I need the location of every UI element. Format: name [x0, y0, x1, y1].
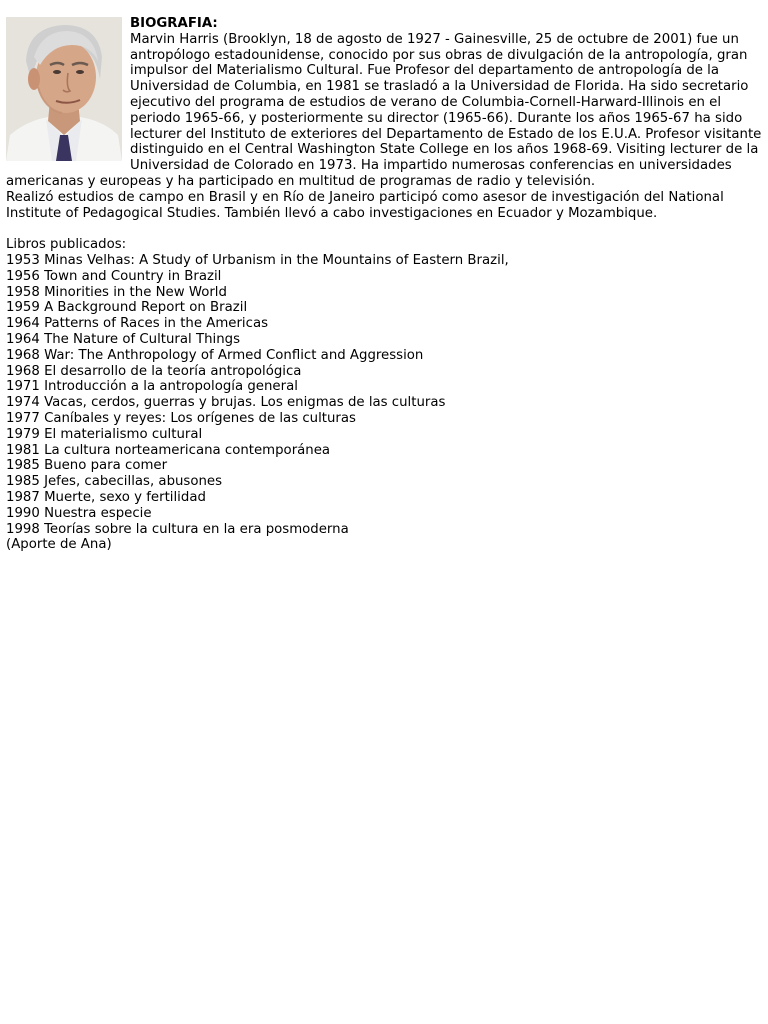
book-item: 1985 Bueno para comer: [6, 458, 168, 474]
contribution-credit: (Aporte de Ana): [6, 537, 112, 553]
document: [6, 16, 766, 553]
book-item: 1958 Minorities in the New World: [6, 284, 227, 300]
book-item: 1964 Patterns of Races in the Americas: [6, 316, 269, 332]
author-portrait: [6, 17, 122, 161]
book-item: 1987 Muerte, sexo y fertilidad: [6, 489, 206, 505]
published-books-title: Libros publicados:: [6, 237, 127, 253]
book-item: 1971 Introducción a la antropología general: [6, 379, 298, 395]
book-item: 1981 La cultura norteamericana contemporánea: [6, 442, 331, 458]
published-books-section: [6, 237, 766, 553]
biography-heading: BIOGRAFIA:: [130, 16, 218, 31]
book-item: 1977 Caníbales y reyes: Los orígenes de las culturas: [6, 410, 356, 426]
book-item: 1964 The Nature of Cultural Things: [6, 331, 241, 347]
book-item: 1953 Minas Velhas: A Study of Urbanism in the Mountains of Eastern Brazil,: [6, 252, 509, 268]
book-item: 1968 El desarrollo de la teoría antropológica: [6, 363, 302, 379]
book-item: 1979 El materialismo cultural: [6, 426, 203, 442]
book-item: 1956 Town and Country in Brazil: [6, 268, 222, 284]
book-item: 1959 A Background Report on Brazil: [6, 300, 248, 316]
book-item: 1985 Jefes, cabecillas, abusones: [6, 474, 223, 490]
book-item: 1974 Vacas, cerdos, guerras y brujas. Los enigmas de las culturas: [6, 395, 446, 411]
biography-paragraph: Marvin Harris (Brooklyn, 18 de agosto de 1927 - Gainesville, 25 de octubre de 2001) fue un antropólogo estadounidense, conocido por sus obras de divulgación de la antropología, gran impulsor del Materialismo Cultural. Fue Profesor del departamento de antropología de la Universidad de Columbia, en 1981 se trasladó a la Universidad de Florida. Ha sido secretario ejecutivo del programa de estudios de verano de Columbia-Cornell-Harward-Illinois en el periodo 1965-66, y posteriormente su director (1965-66). Durante los años 1965-67 ha sido lecturer del Instituto de exteriores del Departamento de Estado de los E.U.A. Profesor visitante distinguido en el Central Washington State College en los años 1968-69. Visiting lecturer de la Universidad de Colorado en 1973. Ha impartido numerosas conferencias en universidades americanas y europeas y ha participado en multitud de programas de radio y televisión.: [6, 31, 762, 189]
fieldwork-paragraph: Realizó estudios de campo en Brasil y en Río de Janeiro participó como asesor de investigación del National Institute of Pedagogical Studies. También llevó a cabo investigaciones en Ecuador y Mozambique.: [6, 189, 724, 221]
book-item: 1990 Nuestra especie: [6, 505, 152, 521]
book-item: 1968 War: The Anthropology of Armed Conflict and Aggression: [6, 347, 424, 363]
book-list: [6, 253, 766, 537]
book-item: 1998 Teorías sobre la cultura en la era posmoderna: [6, 521, 349, 537]
